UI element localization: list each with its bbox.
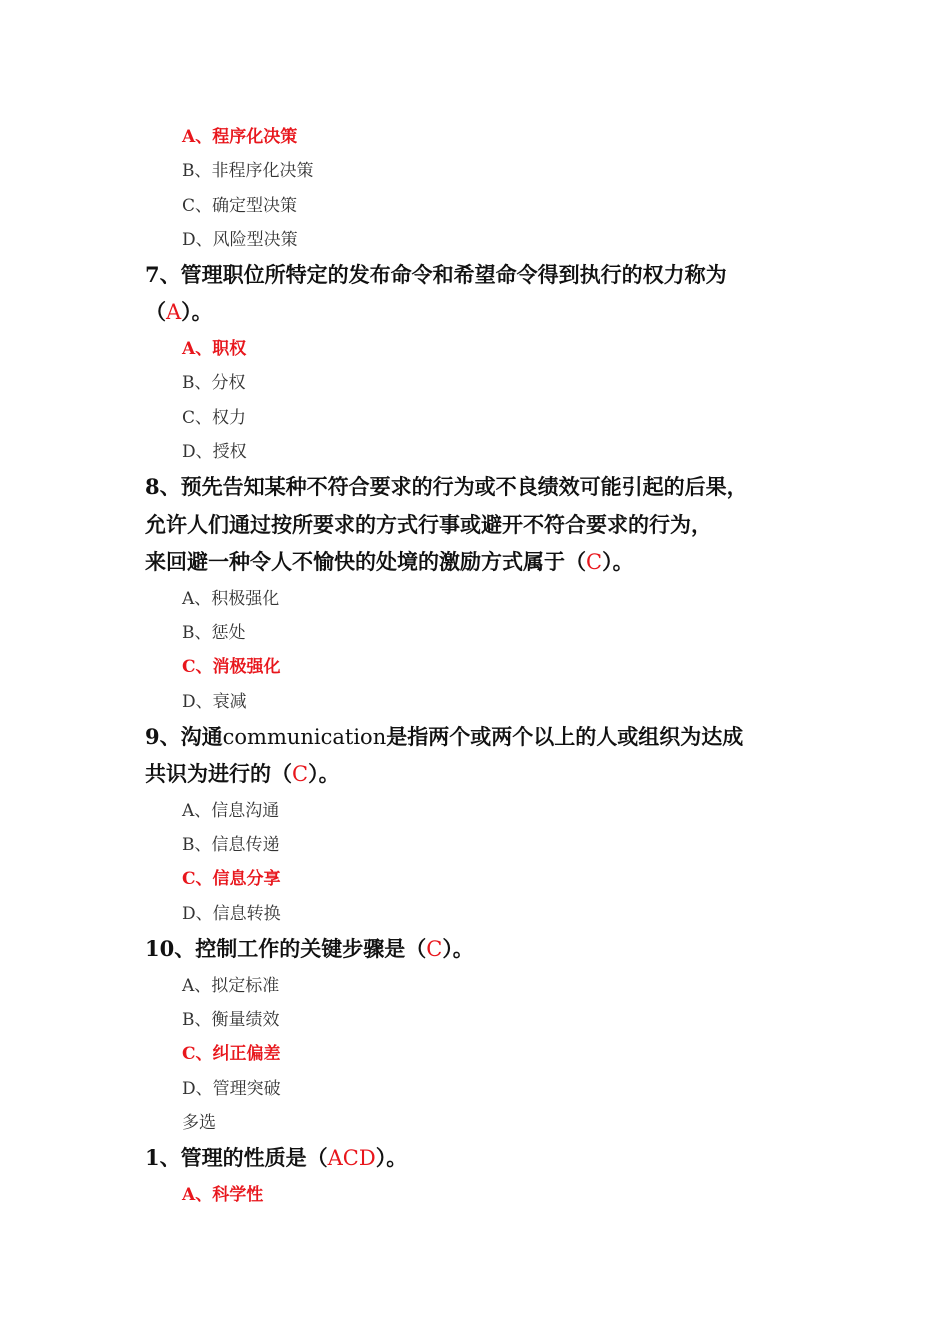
q6-option-c: C、确定型决策 bbox=[182, 196, 298, 216]
q7-option-a: A、职权 bbox=[182, 339, 247, 359]
q8-answer: C bbox=[586, 550, 603, 574]
m1-stem bbox=[145, 1139, 407, 1177]
q10-option-d: D、管理突破 bbox=[182, 1079, 281, 1099]
q8-option-c: C、消极强化 bbox=[182, 657, 281, 677]
q10-close-paren: ）。 bbox=[442, 936, 474, 961]
q10-option-c: C、纠正偏差 bbox=[182, 1044, 281, 1064]
q9-stem-line2 bbox=[145, 755, 340, 793]
q6-option-b: B、非程序化决策 bbox=[182, 161, 314, 181]
q10-option-a: A、拟定标准 bbox=[182, 976, 280, 996]
q8-option-d: D、衰减 bbox=[182, 692, 247, 712]
q9-option-b: B、信息传递 bbox=[182, 835, 280, 855]
m1-answer: ACD bbox=[327, 1146, 376, 1170]
section-heading-multiple-choice: 多选 bbox=[182, 1113, 216, 1133]
q9-option-a: A、信息沟通 bbox=[182, 801, 280, 821]
q9-close-paren: ）。 bbox=[308, 761, 340, 786]
q9-prefix: 9、沟通 bbox=[145, 724, 223, 749]
q8-stem-line2: 允许人们通过按所要求的方式行事或避开不符合要求的行为， bbox=[145, 512, 712, 537]
q6-option-a: A、程序化决策 bbox=[182, 127, 298, 147]
q7-open-paren: （ bbox=[145, 299, 166, 324]
q10-stem-text: 10、控制工作的关键步骤是（ bbox=[145, 936, 427, 961]
q9-english-term: communication bbox=[222, 725, 387, 749]
q7-option-b: B、分权 bbox=[182, 373, 246, 393]
q9-answer: C bbox=[292, 762, 309, 786]
q7-option-d: D、授权 bbox=[182, 442, 247, 462]
q10-stem bbox=[145, 930, 474, 968]
q9-stem-line1-rest: 是指两个或两个以上的人或组织为达成 bbox=[386, 724, 744, 749]
q7-stem-line1: 7、管理职位所特定的发布命令和希望命令得到执行的权力称为 bbox=[145, 262, 727, 287]
q7-option-c: C、权力 bbox=[182, 408, 247, 428]
q10-answer: C bbox=[426, 937, 443, 961]
m1-option-a: A、科学性 bbox=[182, 1185, 264, 1205]
q7-stem-line2 bbox=[145, 293, 213, 331]
q9-option-d: D、信息转换 bbox=[182, 904, 281, 924]
q8-close-paren: ）。 bbox=[602, 549, 634, 574]
q8-stem-line1: 8、预先告知某种不符合要求的行为或不良绩效可能引起的后果， bbox=[145, 474, 748, 499]
q8-stem-line3-text: 来回避一种令人不愉快的处境的激励方式属于（ bbox=[145, 549, 586, 574]
q9-option-c: C、信息分享 bbox=[182, 869, 281, 889]
q9-stem-line1 bbox=[145, 718, 743, 756]
q6-option-d: D、风险型决策 bbox=[182, 230, 298, 250]
q8-option-b: B、惩处 bbox=[182, 623, 246, 643]
m1-close-paren: ）。 bbox=[375, 1145, 408, 1170]
q9-stem-line2-text: 共识为进行的（ bbox=[145, 761, 292, 786]
m1-stem-text: 1、管理的性质是（ bbox=[145, 1145, 328, 1170]
q10-option-b: B、衡量绩效 bbox=[182, 1010, 280, 1030]
q7-answer: A bbox=[166, 300, 182, 324]
q8-option-a: A、积极强化 bbox=[182, 589, 280, 609]
q7-close-paren: ）。 bbox=[181, 299, 213, 324]
q8-stem-line3 bbox=[145, 543, 634, 581]
